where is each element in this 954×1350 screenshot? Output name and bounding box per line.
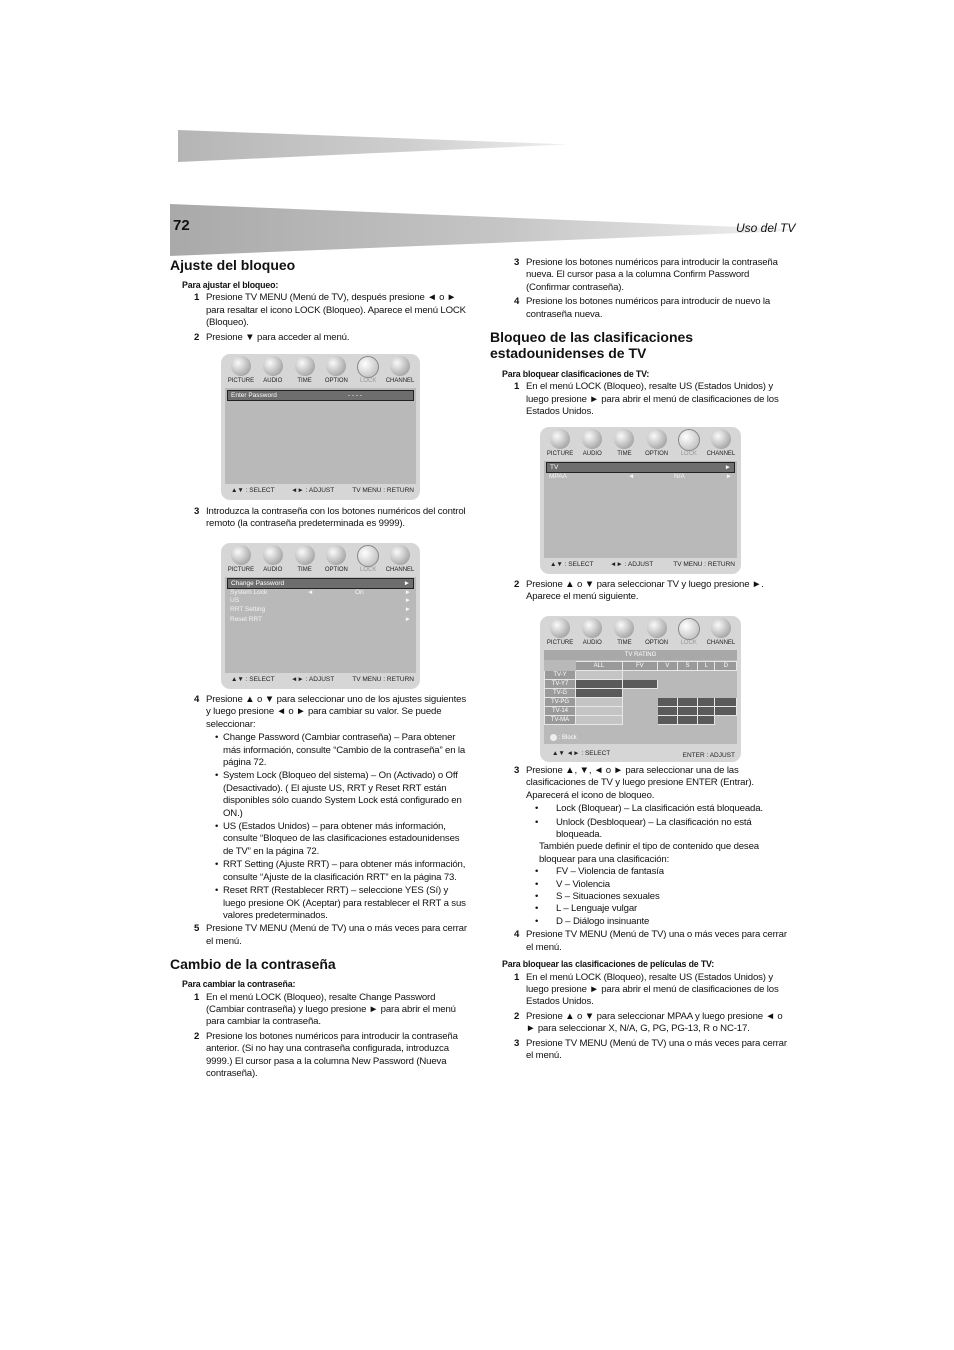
osd-tab-option: OPTION: [641, 618, 673, 652]
step-text: En el menú LOCK (Bloqueo), resalte US (Estados Unidos) y luego presione ► para abrir el menú de clasificaciones de los Estados Unidos.: [526, 971, 779, 1008]
osd-lock-enter-password: [221, 354, 420, 500]
right-column-3: [490, 765, 792, 1062]
step-text: Introduzca la contraseña con los botones numéricos del control remoto (la contraseña predeterminada es 9999).: [206, 506, 466, 530]
osd-body: [544, 650, 737, 744]
step-2: 2 Presione los botones numéricos para introducir la contraseña anterior. (Si no hay una contraseña configurada, introduzca 9999.) El cursor pasa a la columna New Password (Nueva contraseña).: [194, 1030, 458, 1079]
step-text: Presione TV MENU (Menú de TV), después presione ◄ o ► para resaltar el icono LOCK (Bloqueo). Aparece el menú LOCK (Bloqueo).: [206, 292, 466, 329]
osd-tab-lock: LOCK: [673, 429, 705, 463]
speaker-icon: [263, 545, 283, 565]
osd-tab-audio: AUDIO: [576, 429, 608, 463]
picture-icon: [231, 356, 251, 376]
tv-rating-row-tv-14: TV-14: [545, 707, 737, 716]
step-4: 4 Presione los botones numéricos para introducir de nuevo la contraseña nueva.: [514, 296, 771, 320]
tv-rating-grid: [544, 661, 737, 725]
step-3: 3 Presione los botones numéricos para introducir la contraseña nueva. El cursor pasa a la columna Confirm Password (Confirmar contraseña).: [514, 257, 778, 293]
osd-tab-lock: LOCK: [673, 618, 705, 652]
osd-footer: ▲▼ : SELECT ◄► : ADJUST TV MENU : RETURN: [231, 676, 414, 683]
lock-icon: [357, 545, 379, 567]
bullet-system-lock: • System Lock (Bloqueo del sistema) – On (Activado) o Off (Desactivado). ( El ajuste US, RRT y Reset RRT están disponibles sólo cuando System Lock está configurado en ON.): [170, 770, 472, 820]
bullet-fv: • FV – Violencia de fantasía: [490, 866, 792, 878]
osd-tab-option: OPTION: [641, 429, 673, 463]
step-text: Presione los botones numéricos para introducir la contraseña nueva. El cursor pasa a la columna Confirm Password (Confirmar contraseña).: [526, 257, 778, 293]
grid-col-header: ALL: [576, 662, 623, 671]
step-text: Presione ▲, ▼, ◄ o ► para seleccionar una de las clasificaciones de TV y luego presione ENTER (Entrar). Aparecerá el icono de bloqueo.: [526, 765, 754, 801]
step-4: 4 Presione TV MENU (Menú de TV) una o más veces para cerrar el menú.: [514, 929, 787, 953]
lock-icon: [550, 734, 557, 741]
step-3: 3 Presione TV MENU (Menú de TV) una o más veces para cerrar el menú.: [514, 1037, 787, 1061]
step-text: Presione ▼ para acceder al menú.: [206, 331, 350, 343]
osd-row-change-password: Change Password ►: [227, 578, 414, 589]
satellite-icon: [390, 356, 410, 376]
clock-icon: [614, 618, 634, 638]
step-1: 1 En el menú LOCK (Bloqueo), resalte Change Password (Cambiar contraseña) y luego presione ► para abrir el menú para cambiar la contraseña.: [194, 991, 456, 1028]
osd-body: [225, 388, 416, 484]
tv-rating-header-row: [545, 662, 737, 671]
osd-tab-lock: LOCK: [352, 356, 384, 390]
satellite-icon: [390, 545, 410, 565]
step-2: 2 Presione ▲ o ▼ para seleccionar TV y luego presione ►. Aparece el menú siguiente.: [514, 579, 764, 603]
step-text: Presione ▲ o ▼ para seleccionar MPAA y luego presione ◄ o ► para seleccionar X, N/A, G, PG, PG-13, R o NC-17.: [526, 1010, 783, 1035]
osd-tab-lock: LOCK: [352, 545, 384, 579]
osd-tab-audio: AUDIO: [257, 545, 289, 579]
subheading-peliculas: Para bloquear las clasificaciones de películas de TV:: [502, 959, 715, 970]
gear-icon: [647, 618, 667, 638]
bullet-change-password: • Change Password (Cambiar contraseña) – Para obtener más información, consulte “Cambio de la contraseña” en la página 72.: [170, 732, 472, 769]
grid-col-header: S: [677, 662, 697, 671]
step-text: Presione los botones numéricos para introducir la contraseña anterior. (Si no hay una contraseña configurada, introduzca 9999.) El cursor pasa a la columna New Password (Nueva contraseña).: [206, 1030, 458, 1079]
step-text: Presione TV MENU (Menú de TV) una o más veces para cerrar el menú.: [526, 929, 787, 953]
running-head: Uso del TV: [736, 221, 796, 235]
bullet-d: • D – Diálogo insinuante: [490, 916, 792, 928]
osd-tab-time: TIME: [608, 429, 640, 463]
step-3: 3 Presione ▲, ▼, ◄ o ► para seleccionar una de las clasificaciones de TV y luego presione ENTER (Entrar). Aparecerá el icono de bloqueo.: [514, 765, 754, 801]
osd-footer: ▲▼ : SELECT ◄► : ADJUST TV MENU : RETURN: [550, 561, 735, 568]
osd-tv-rating: [540, 616, 741, 762]
osd-tab-option: OPTION: [320, 356, 352, 390]
tv-rating-row-tv-g: TV-G: [545, 689, 737, 698]
bullet-rrt-setting: • RRT Setting (Ajuste RRT) – para obtener más información, consulte “Ajuste de la clasificación RRT” en la página 73.: [170, 859, 472, 884]
step-2: 2 Presione ▼ para acceder al menú.: [194, 331, 350, 343]
osd-tab-channel: CHANNEL: [705, 618, 737, 652]
osd-row-system-lock: System Lock ◄ On ►: [230, 589, 411, 596]
step-1: 1 Presione TV MENU (Menú de TV), después presione ◄ o ► para resaltar el icono LOCK (Bloqueo). Aparece el menú LOCK (Bloqueo).: [194, 292, 466, 329]
right-column: [490, 257, 792, 419]
osd-tab-time: TIME: [289, 545, 321, 579]
osd-tab-channel: CHANNEL: [705, 429, 737, 463]
lock-icon: [357, 356, 379, 378]
grid-col-header: L: [698, 662, 715, 671]
osd-tab-channel: CHANNEL: [384, 545, 416, 579]
osd-tab-bar: [544, 618, 737, 652]
osd-row-mpaa: MPAA ◄ N/A ►: [549, 473, 732, 480]
step-1: 1 En el menú LOCK (Bloqueo), resalte US (Estados Unidos) y luego presione ► para abrir el menú de clasificaciones de los Estados Unidos.: [514, 381, 779, 418]
osd-row-tv: TV ►: [546, 462, 735, 473]
subheading-para-bloquear-tv: Para bloquear clasificaciones de TV:: [502, 369, 650, 380]
step-5: 5 Presione TV MENU (Menú de TV) una o más veces para cerrar el menú.: [194, 923, 467, 947]
osd-tab-bar: [544, 429, 737, 463]
osd-tab-audio: AUDIO: [257, 356, 289, 390]
osd-tab-picture: PICTURE: [544, 429, 576, 463]
step-4: 4 Presione ▲ o ▼ para seleccionar uno de los ajustes siguientes y luego presione ◄ o ► para cambiar su valor. Se puede seleccionar:: [194, 694, 466, 730]
osd-row-reset-rrt: Reset RRT ►: [230, 616, 411, 623]
subheading-para-ajustar: Para ajustar el bloqueo:: [182, 280, 279, 290]
step-1: 1 En el menú LOCK (Bloqueo), resalte US (Estados Unidos) y luego presione ► para abrir el menú de clasificaciones de los Estados Unidos.: [514, 971, 779, 1008]
step-text: Presione ▲ o ▼ para seleccionar uno de los ajustes siguientes y luego presione ◄ o ► para cambiar su valor. Se puede seleccionar:: [206, 694, 466, 730]
bullet-l: • L – Lenguaje vulgar: [490, 903, 792, 915]
osd-footer: ▲▼ : SELECT ◄► : ADJUST TV MENU : RETURN: [231, 487, 414, 494]
left-column: [170, 257, 472, 344]
osd-tab-audio: AUDIO: [576, 618, 608, 652]
osd-body: [544, 461, 737, 558]
left-column-3: [170, 694, 472, 1080]
clock-icon: [295, 356, 315, 376]
subheading-para-cambiar: Para cambiar la contraseña:: [182, 979, 296, 990]
step-2: 2 Presione ▲ o ▼ para seleccionar MPAA y luego presione ◄ o ► para seleccionar X, N/A, G, PG, PG-13, R o NC-17.: [514, 1010, 783, 1035]
tv-rating-row-tv-pg: TV-PG: [545, 698, 737, 707]
osd-tab-option: OPTION: [320, 545, 352, 579]
bullet-unlock: • Unlock (Desbloquear) – La clasificación no está bloqueada.: [490, 817, 792, 842]
step-text: En el menú LOCK (Bloqueo), resalte US (Estados Unidos) y luego presione ► para abrir el menú de clasificaciones de los Estados Unidos.: [526, 381, 779, 418]
osd-us-ratings: [540, 427, 741, 574]
bullet-s: • S – Situaciones sexuales: [490, 891, 792, 903]
osd-body: [225, 577, 416, 673]
header-decor-band-top: [178, 130, 568, 162]
grid-col-header: V: [657, 662, 677, 671]
step-text: Presione TV MENU (Menú de TV) una o más veces para cerrar el menú.: [526, 1037, 787, 1061]
bullet-lock: • Lock (Bloquear) – La clasificación está bloqueada.: [490, 803, 792, 815]
speaker-icon: [582, 429, 602, 449]
grid-col-header: D: [715, 662, 737, 671]
lock-icon: [678, 618, 700, 640]
satellite-icon: [711, 429, 731, 449]
clock-icon: [295, 545, 315, 565]
page-number: 72: [173, 217, 190, 234]
osd-tab-bar: [225, 356, 416, 390]
picture-icon: [550, 618, 570, 638]
tv-rating-row-tv-ma: TV-MA: [545, 716, 737, 725]
left-column-2: [170, 506, 472, 531]
gear-icon: [647, 429, 667, 449]
osd-tab-picture: PICTURE: [544, 618, 576, 652]
osd-row-rrt-setting: RRT Setting ►: [230, 606, 411, 613]
osd-tab-picture: PICTURE: [225, 356, 257, 390]
step-text: Presione ▲ o ▼ para seleccionar TV y luego presione ►. Aparece el menú siguiente.: [526, 579, 764, 603]
step-text: Presione los botones numéricos para introducir de nuevo la contraseña nueva.: [526, 296, 771, 320]
bullet-v: • V – Violencia: [490, 879, 792, 891]
tv-rating-title: TV RATING: [544, 650, 737, 660]
section-title-cambio-contrasena: Cambio de la contraseña: [170, 956, 336, 973]
osd-footer: ▲▼ ◄► : SELECT ENTER : ADJUST: [552, 750, 735, 759]
tv-rating-row-tv-y: TV-Y: [545, 671, 737, 680]
bullet-us: • US (Estados Unidos) – para obtener más información, consulte “Bloqueo de las clasificaciones estadounidenses de TV” en la página 72.: [170, 821, 472, 858]
osd-tab-time: TIME: [608, 618, 640, 652]
step-3: 3 Introduzca la contraseña con los botones numéricos del control remoto (la contraseña predeterminada es 9999).: [194, 506, 466, 530]
osd-tab-picture: PICTURE: [225, 545, 257, 579]
speaker-icon: [582, 618, 602, 638]
lock-icon: [678, 429, 700, 451]
osd-tab-time: TIME: [289, 356, 321, 390]
step-text: Presione TV MENU (Menú de TV) una o más veces para cerrar el menú.: [206, 923, 467, 947]
header-decor-band: [170, 204, 790, 256]
speaker-icon: [263, 356, 283, 376]
grid-col-header: FV: [622, 662, 657, 671]
osd-tab-bar: [225, 545, 416, 579]
picture-icon: [231, 545, 251, 565]
right-column-2: [490, 579, 792, 604]
gear-icon: [326, 356, 346, 376]
gear-icon: [326, 545, 346, 565]
clock-icon: [614, 429, 634, 449]
osd-row-enter-password: Enter Password - - - -: [227, 390, 414, 401]
content-type-intro: También puede definir el tipo de contenido que desea bloquear para una clasificación:: [539, 841, 759, 865]
tv-rating-row-tv-y7: TV-Y7: [545, 680, 737, 689]
section-title-ajuste-bloqueo: Ajuste del bloqueo: [170, 257, 296, 273]
section-title-bloqueo-clasificaciones: Bloqueo de las clasificaciones estadounidenses de TV: [490, 329, 694, 362]
block-legend: : Block: [550, 734, 577, 741]
osd-tab-channel: CHANNEL: [384, 356, 416, 390]
osd-lock-menu: [221, 543, 420, 689]
step-text: En el menú LOCK (Bloqueo), resalte Change Password (Cambiar contraseña) y luego presione ► para abrir el menú para cambiar la contraseña.: [206, 991, 456, 1028]
bullet-reset-rrt: • Reset RRT (Restablecer RRT) – seleccione YES (Sí) y luego presione OK (Aceptar) para restablecer el RRT a sus valores predeterminados.: [170, 885, 472, 922]
osd-row-us: US ►: [230, 597, 411, 604]
picture-icon: [550, 429, 570, 449]
satellite-icon: [711, 618, 731, 638]
